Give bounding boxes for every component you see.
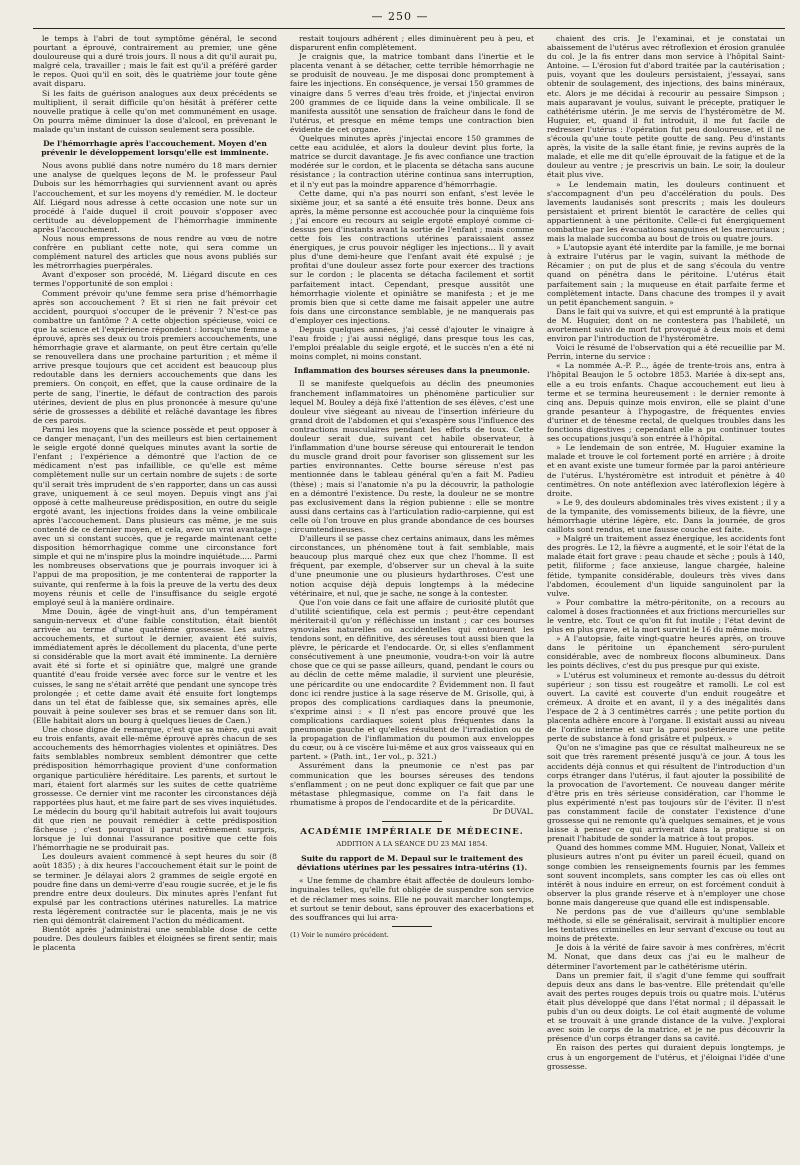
column-right	[547, 34, 785, 1156]
paragraph: Parmi les moyens que la science possède et peut opposer à ce danger menaçant, l'un des meilleurs est bien certainement le seigle ergoté donné quelques minutes avant la sortie de l'enfant ; l'expérience a démontré que l'action de ce médicament n'est pas infaillible, ce qu'elle est même complètement nulle sur un certain nombre de sujets : de sorte qu'il serait très imprudent de s'en rapporter, dans un cas aussi grave, uniquement à ce seul moyen. Depuis vingt ans j'ai opposé à cette malheureuse prédisposition, en outre du seigle ergoté avant, les injections froides dans la veine ombilicale après l'accouchement. Dans plusieurs cas même, je me suis contenté de ce dernier moyen, et cela, avec un vrai avantage ; avec un si constant succès, que je regarde maintenant cette disposition hémorrhagique comme une circonstance fort simple et qui ne m'inspire plus la moindre inquiétude..... Parmi les nombreuses observations que je pourrais invoquer ici à l'appui de ma proposition, je me contenterai de rapporter la suivante, qui renferme à la fois la preuve de la vertu des deux moyens réunis et celle de l'insuffisance du seigle ergoté employé seul à la manière ordinaire.	[33, 424, 277, 607]
paragraph: « La nommée A.-P. P..., âgée de trente-trois ans, entra à l'hôpital Beaujon le 5 octobre 1853. Mariée à dix-sept ans, elle a eu trois enfants. Chaque accouchement eut lieu à terme et se termina heureusement : le dernier remonte à cinq ans. Depuis quinze mois environ, elle se plaint d'une grande pesanteur à l'hypogastre, de fréquentes envies d'uriner et de ténesme rectal, de quelques troubles dans les fonctions digestives ; cependant elle a pu continuer toutes ses occupations jusqu'à son entrée à l'hôpital.	[547, 361, 785, 444]
paragraph: Comment prévoir qu'une femme sera prise d'hémorrhagie après son accouchement ? Et si rien ne fait prévoir cet accident, pourquoi s'occuper de le prévenir ? N'est-ce pas combattre un fantôme ? A cette objection spécieuse, voici ce que la science et l'expérience répondent : lorsqu'une femme a éprouvé, après ses deux ou trois premiers accouchements, une hémorrhagie grave et alarmante, on peut être certain qu'elle se renouvellera dans une prochaine parturition ; et même il arrive presque toujours que cet accident est beaucoup plus redoutable dans les derniers accouchements que dans les premiers. On conçoit, en effet, que la cause ordinaire de la perte de sang, l'inertie, le défaut de contraction des parois utérines, devient de plus en plus prononcée à mesure qu'une série de grossesses a débilité et relâché davantage les fibres de ces parois.	[33, 288, 277, 425]
paragraph: Je dois à la vérité de faire savoir à mes confrères, m'écrit M. Nonat, que dans deux cas j'ai eu le malheur de déterminer l'avortement par le cathétérisme utérin.	[547, 943, 785, 971]
paragraph: Dans le fait qui va suivre, et qui est emprunté à la pratique de M. Huguier, dont on ne contestera pas l'habileté, un avortement suivi de mort fut provoqué à deux mois et demi environ par l'introduction de l'hystéromètre.	[547, 306, 785, 344]
paragraph: Voici le résumé de l'observation qui a été recueillie par M. Perrin, interne du service :	[547, 343, 785, 362]
paragraph: Assurément dans la pneumonie ce n'est pas par communication que les bourses séreuses des tendons s'enflamment ; on ne peut donc expliquer ce fait que par une métastase phlegmasique, comme on l'a fait dans le rhumatisme à propos de l'endocardite et de la péricardite.	[290, 761, 534, 807]
footnote: (1) Voir le numéro précédent.	[290, 930, 389, 939]
paragraph: « Une femme de chambre était affectée de douleurs lombo-inguinales telles, qu'elle fut obligée de suspendre son service et de réclamer mes soins. Elle ne pouvait marcher longtemps, et surtout se tenir debout, sans éprouver des exacerbations et des souffrances qui lui arra-	[290, 876, 534, 922]
paragraph: » L'utérus est volumineux et remonte au-dessus du détroit supérieur ; son tissu est rougeâtre et ramolli. Le col est ouvert. La cavité est couverte d'un enduit rougeâtre et crémeux. A droite et en avant, il y a des inégalités dans l'espace de 2 à 3 centimètres carrés ; une petite portion du placenta adhère encore à l'organe. Il existait aussi au niveau de l'orifice interne et sur la paroi postérieure une petite perte de substance à fond grisâtre et pulpeux. »	[547, 670, 785, 744]
author-signature: Dr DUVAL.	[492, 806, 534, 816]
section-title: ACADÉMIE IMPÉRIALE DE MÉDECINE.	[300, 826, 524, 837]
paragraph: restait toujours adhérent ; elles diminuèrent peu à peu, et disparurent enfin complètement.	[290, 34, 534, 53]
section-subtitle: ADDITION A LA SÉANCE DU 23 MAI 1854.	[336, 840, 488, 849]
paragraph: » Le lendemain de son entrée, M. Huguier examine la malade et trouve le col fortement porté en arrière ; à droite et en avant existe une tumeur formée par la paroi antérieure de l'utérus. L'hystéromètre est introduit et pénètre à 40 centimètres. On note antéflexion avec latéroflexion légère à droite.	[547, 443, 785, 498]
paragraph: D'ailleurs il se passe chez certains animaux, dans les mêmes circonstances, un phénomène tout à fait semblable, mais beaucoup plus marqué chez eux que chez l'homme. Il est fréquent, par exemple, d'observer sur un cheval à la suite d'une pneumonie une ou plusieurs hydarthroses. C'est une notion acquise déjà depuis longtemps à la médecine vétérinaire, et nul, que je sache, ne songe à la contester.	[290, 534, 534, 598]
paragraph: » Malgré un traitement assez énergique, les accidents font des progrès. Le 12, la fièvre a augmenté, et le soir l'état de la malade était fort grave : peau chaude et sèche ; pouls à 140, petit, filiforme ; face anxieuse, langue chargée, haleine fétide, tympanite considérable, douleurs très vives dans l'abdomen, écoulement d'un liquide sanguinolent par la vulve.	[547, 534, 785, 598]
paragraph: Une chose digne de remarque, c'est que sa mère, qui avait eu trois enfants, avait elle-même éprouvé après chacun de ses accouchements des hémorrhagies violentes et opiniâtres. Des faits semblables nombreux semblent démontrer que cette prédisposition hémorrhagique provient d'une conformation organique particulière héréditaire. Les parents, et surtout le mari, étaient fort alarmés sur les suites de cette quatrième grossesse. Ce dernier vint me raconter les circonstances déjà rapportées plus haut, et me faire part de ses vives inquiétudes. Le médecin du bourg qu'il habitait autrefois lui avait toujours dit que rien ne pouvait remédier à cette prédisposition fâcheuse ; c'est pourquoi il parut extrêmement surpris, lorsque je lui donnai l'assurance positive que cette fois l'hémorrhagie ne se produirait pas.	[33, 725, 277, 853]
article-heading: Inflammation des bourses séreuses dans la pneumonie.	[294, 366, 530, 376]
paragraph: » L'autopsie ayant été interdite par la famille, je me bornai à extraire l'utérus par le vagin, suivant la méthode de Récamier ; on put de plus et de sang s'écoula du ventre quand on pénétra dans le péritoine. L'utérus était parfaitement sain ; la muqueuse en était parfaite ferme et complètement intacte. Dans chacune des trompes il y avait un petit épanchement sanguin. »	[547, 243, 785, 307]
paragraph: Dans un premier fait, il s'agit d'une femme qui souffrait depuis deux ans dans le bas-ventre. Elle prétendait qu'elle avait des pertes rouges depuis trois ou quatre mois. L'utérus était plus développé que dans l'état normal ; il dépassait le pubis d'un ou deux doigts. Le col était augmenté de volume et se trouvait à une grande distance de la vulve. J'explorai avec soin le corps de la matrice, et je ne pus découvrir la présence d'un corps étranger dans sa cavité.	[547, 970, 785, 1044]
page-number: — 250 —	[371, 10, 429, 23]
paragraph: Que l'on voie dans ce fait une affaire de curiosité plutôt que d'utilité scientifique, cela est permis ; peut-être cependant mériterait-il qu'on y réfléchisse un instant ; car ces bourses synoviales naturelles ou accidentelles qui entourent les tendons sont, en définitive, des séreuses tout aussi bien que la plèvre, le péricarde et l'endocarde. Or, si elles s'enflamment consécutivement à une pneumonie, voudra-t-on voir là autre chose que ce qui se passe ailleurs, quand, pendant le cours ou au déclin de cette même maladie, il survient une pleurésie, une péricardite ou une endocardite ? Évidemment non. Il faut donc ici rendre justice à la sage réserve de M. Grisolle, qui, à propos des complications cardiaques dans la pneumonie, s'exprime ainsi : « Il n'est pas encore prouvé que les complications cardiaques soient plus fréquentes dans la pneumonie gauche et qu'elles résultent de l'irradiation ou de la propagation de l'inflammation du poumon aux enveloppes du cœur, ou à ce viscère lui-même et aux gros vaisseaux qui en partent. » (Path. int., 1er vol., p. 321.)	[290, 597, 534, 762]
paragraph: chaient des cris. Je l'examinai, et je constatai un abaissement de l'utérus avec rétroflexion et érosion granulée du col. Je la fis entrer dans mon service à l'hôpital Saint-Antoine. — L'érosion fut d'abord traitée par la cautérisation ; puis, voyant que les douleurs persistaient, j'essayai, sans obtenir de soulagement, des injections, des bains minéraux, etc. Alors je me décidai à recourir au pessaire Simpson ; mais auparavant je voulus, suivant le précepte, pratiquer le cathétérisme utérin. Je me servis de l'hystéromètre de M. Huguier, et, quand il fut introduit, il me fut facile de redresser l'utérus : l'opération fut peu douloureuse, et il ne s'écoula qu'une toute petite goutte de sang. Peu d'instants après, la visite de la salle étant finie, je revins auprès de la malade, et elle me dit qu'elle éprouvait de la fatigue et de la douleur au ventre ; je prescrivis un bain. Le soir, la douleur était plus vive.	[547, 34, 785, 180]
paragraph: Les douleurs avaient commencé à sept heures du soir (8 août 1835) ; à dix heures l'accouchement était sur le point de se terminer. Je délayai alors 2 grammes de seigle ergoté en poudre fine dans un demi-verre d'eau rougie sucrée, et je le fis prendre entre deux douleurs. Dix minutes après l'enfant fut expulsé par les contractions utérines naturelles. La matrice resta légèrement contractée sur le placenta, mais je ne vis rien qui démontrât clairement l'action du médicament.	[33, 852, 277, 925]
paragraph: Cette dame, qui n'a pas nourri son enfant, s'est levée le sixième jour, et sa santé a été ensuite très bonne. Deux ans après, la même personne est accouchée pour la cinquième fois ; j'ai encore eu recours au seigle ergoté employé comme ci-dessus peu d'instants avant la sortie de l'enfant ; mais comme cette fois les contractions utérines paraissaient assez énergiques, je crus pouvoir négliger les injections... Il y avait plus d'une demi-heure que l'enfant avait été expulsé ; je profitai d'une douleur assez forte pour exercer des tractions sur le cordon ; le placenta se détacha facilement et sortit parfaitement intact. Cependant, presque aussitôt une hémorrhagie violente et opiniâtre se manifesta ; et je me promis bien que si cette dame me faisait appeler une autre fois dans une circonstance semblable, je ne manquerais pas d'employer ces injections.	[290, 188, 534, 325]
paragraph: Qu'on ne s'imagine pas que ce résultat malheureux ne se soit que très rarement présenté jusqu'à ce jour. A tous les accidents déjà connus et qui résultent de l'introduction d'un corps étranger dans l'utérus, il faut ajouter la possibilité de la provocation de l'avortement. Ce nouveau danger mérite d'être pris en très sérieuse considération, car l'homme le plus expérimenté n'est pas toujours sûr de l'éviter. Il n'est pas constamment facile de constater l'existence d'une grossesse qui ne remonte qu'à quelques semaines, et je vous laisse à penser ce qui arriverait dans la pratique si on prenait l'habitude de sonder la matrice à tout propos.	[547, 743, 785, 844]
paragraph: Quelques minutes après j'injectai encore 150 grammes de cette eau acidulée, et alors la douleur devint plus forte, la matrice se durcit davantage. Je fis avec confiance une traction modérée sur le cordon, et le placenta se détacha sans aucune résistance ; la contraction utérine continua sans interruption, et il n'y eut pas la moindre apparence d'hémorrhagie.	[290, 134, 534, 189]
paragraph: Bientôt après j'administrai une semblable dose de cette poudre. Des douleurs faibles et éloignées se firent sentir, mais le placenta	[33, 925, 277, 953]
paragraph: Nous avons publié dans notre numéro du 18 mars dernier une analyse de quelques leçons de M. le professeur Paul Dubois sur les hémorrhagies qui surviennent avant ou après l'accouchement, et sur les moyens d'y remédier. M. le docteur Alf. Liégard nous adresse à cette occasion une note sur un procédé à l'aide duquel il croit pouvoir s'opposer avec certitude au développement de l'hémorrhagie imminente après l'accouchement.	[33, 161, 277, 234]
paragraph: » A l'autopsie, faite vingt-quatre heures après, on trouve dans le péritoine un épanchement séro-purulent considérable, avec de nombreux flocons albumineux. Dans les points déclives, c'est du pus presque pur qui existe.	[547, 634, 785, 671]
footnote-rule	[392, 926, 432, 927]
paragraph: Mme Douin, âgée de vingt-huit ans, d'un tempérament sanguin-nerveux et d'une faible constitution, était bientôt arrivée au terme d'une quatrième grossesse. Les autres accouchements, et surtout le dernier, avaient été suivis, immédiatement après le décollement du placenta, d'une perte si considérable que la mort avait été imminente. La dernière avait été si forte et si opiniâtre que, malgré une grande quantité d'eau froide versée avec force sur le ventre et les cuisses, le sang ne s'était arrêté que pendant une syncope très prolongée ; et cette dame avait été ensuite fort longtemps dans un tel état de faiblesse que, six semaines après, elle pouvait à peine soulever ses bras et se remuer dans son lit. (Elle habitait alors un bourg à quelques lieues de Caen.)	[33, 606, 277, 725]
paragraph: le temps à l'abri de tout symptôme général, le second pourtant a éprouvé, contrairement au premier, une gêne douloureuse qui a duré trois jours. Il nous a dit qu'il aurait pu, malgré cela, travailler ; mais le fait est qu'il a préféré garder le repos. Quoi qu'il en soit, dès le quatrième jour toute gêne avait disparu.	[33, 34, 277, 89]
paragraph: Je craignis que, la matrice tombant dans l'inertie et le placenta venant à se détacher, cette terrible hémorrhagie ne se produisît de nouveau. Je me disposai donc promptement à faire les injections. En conséquence, je versai 150 grammes de vinaigre dans 5 verres d'eau très froide, et j'injectai environ 200 grammes de ce liquide dans la veine ombilicale. Il se manifesta aussitôt une sensation de fraîcheur dans le fond de l'utérus, et presque en même temps une contraction bien évidente de cet organe.	[290, 52, 534, 134]
paragraph: » Le lendemain matin, les douleurs continuent et s'accompagnent d'un peu d'accélération du pouls. Des lavements laudanisés sont prescrits ; mais les douleurs persistaient et prirent bientôt le caractère de celles qui appartiennent à une péritonite. Celle-ci fut énergiquement combattue par les évacuations sanguines et les mercuriaux ; mais la malade succomba au bout de trois ou quatre jours.	[547, 179, 785, 244]
article-heading: Suite du rapport de M. Depaul sur le traitement des déviations utérines par les pessaires intra-utérins (1).	[296, 854, 528, 873]
paragraph: » Pour combattre la métro-péritonite, on a recours au calomel à doses fractionnées et aux frictions mercurielles sur le ventre, etc. Tout ce qu'on fit fut inutile ; l'état devint de plus en plus grave, et la mort survint le 16 du même mois.	[547, 597, 785, 635]
paragraph: Quand des hommes comme MM. Huguier, Nonat, Valleix et plusieurs autres n'ont pu éviter un pareil écueil, quand on songe combien les renseignements fournis par les femmes sont souvent incomplets, sans compter les cas où elles ont intérêt à nous induire en erreur, on est forcément conduit à observer la plus grande réserve et à n'employer une chose bonne mais dangereuse que quand elle est indispensable.	[547, 843, 785, 907]
paragraph: Si les faits de guérison analogues aux deux précédents se multiplient, il serait difficile qu'on hésitât à préférer cette nouvelle pratique à celle qu'on met communément en usage. On pourra même diminuer la dose d'alcool, en prévenant le malade qu'un instant de cuisson seulement sera possible.	[33, 88, 277, 134]
paragraph: En raison des pertes qui duraient depuis longtemps, je crus à un engorgement de l'utérus, et j'éloignai l'idée d'une grossesse.	[547, 1043, 785, 1071]
paragraph: Avant d'exposer son procédé, M. Liégard discute en ces termes l'opportunité de son emploi :	[33, 270, 277, 289]
paragraph: Depuis quelques années, j'ai cessé d'ajouter le vinaigre à l'eau froide ; j'ai aussi négligé, dans presque tous les cas, l'emploi préalable du seigle ergoté, et le succès n'en a été ni moins complet, ni moins constant.	[290, 325, 534, 362]
paragraph: Il se manifeste quelquefois au déclin des pneumonies franchement inflammatoires un phénomène particulier sur lequel M. Bouley a déjà fixé l'attention de ses élèves, c'est une douleur vive siégeant au niveau de l'insertion inférieure du grand droit de l'abdomen et qui s'exaspère sous l'influence des contractions musculaires pendant les efforts de toux. Cette douleur serait due, suivant cet habile observateur, à l'inflammation d'une bourse séreuse qui entourerait le tendon du muscle grand droit pour favoriser son glissement sur les parties environnantes. Cette bourse séreuse n'est pas mentionnée dans le tableau général qu'en a fait M. Padieu (thèse) ; mais si l'anatomie n'a pu la découvrir, la pathologie en a démontré l'existence. Du reste, la douleur ne se montre pas exclusivement dans la région pubienne : elle se montre aussi dans certains cas à l'articulation radio-carpienne, qui est celle où l'on trouve en plus grande abondance de ces bourses circumtendineuses.	[290, 379, 534, 534]
section-divider	[382, 821, 442, 822]
paragraph: Ne perdons pas de vue d'ailleurs qu'une semblable méthode, si elle se généralisait, servirait à multiplier encore les tentatives criminelles en leur servant d'excuse ou tout au moins de prétexte.	[547, 907, 785, 944]
paragraph: Nous nous empressons de nous rendre au vœu de notre confrère en publiant cette note, qui sera comme un complément naturel des articles que nous avons publiés sur les métrorrhagies puerpérales.	[33, 233, 277, 271]
paragraph: » Le 9, des douleurs abdominales très vives existent ; il y a de la tympanite, des vomissements bilieux, de la fièvre, une hémorrhagie utérine légère, etc. Dans la journée, de gros caillots sont rendus, et une fausse couche est faite.	[547, 497, 785, 535]
column-left	[33, 34, 277, 1156]
header-rule	[33, 28, 785, 29]
article-heading: De l'hémorrhagie après l'accouchement. Moyen d'en prévenir le développement lorsqu'elle est imminente.	[41, 139, 269, 158]
column-middle	[290, 34, 534, 1156]
